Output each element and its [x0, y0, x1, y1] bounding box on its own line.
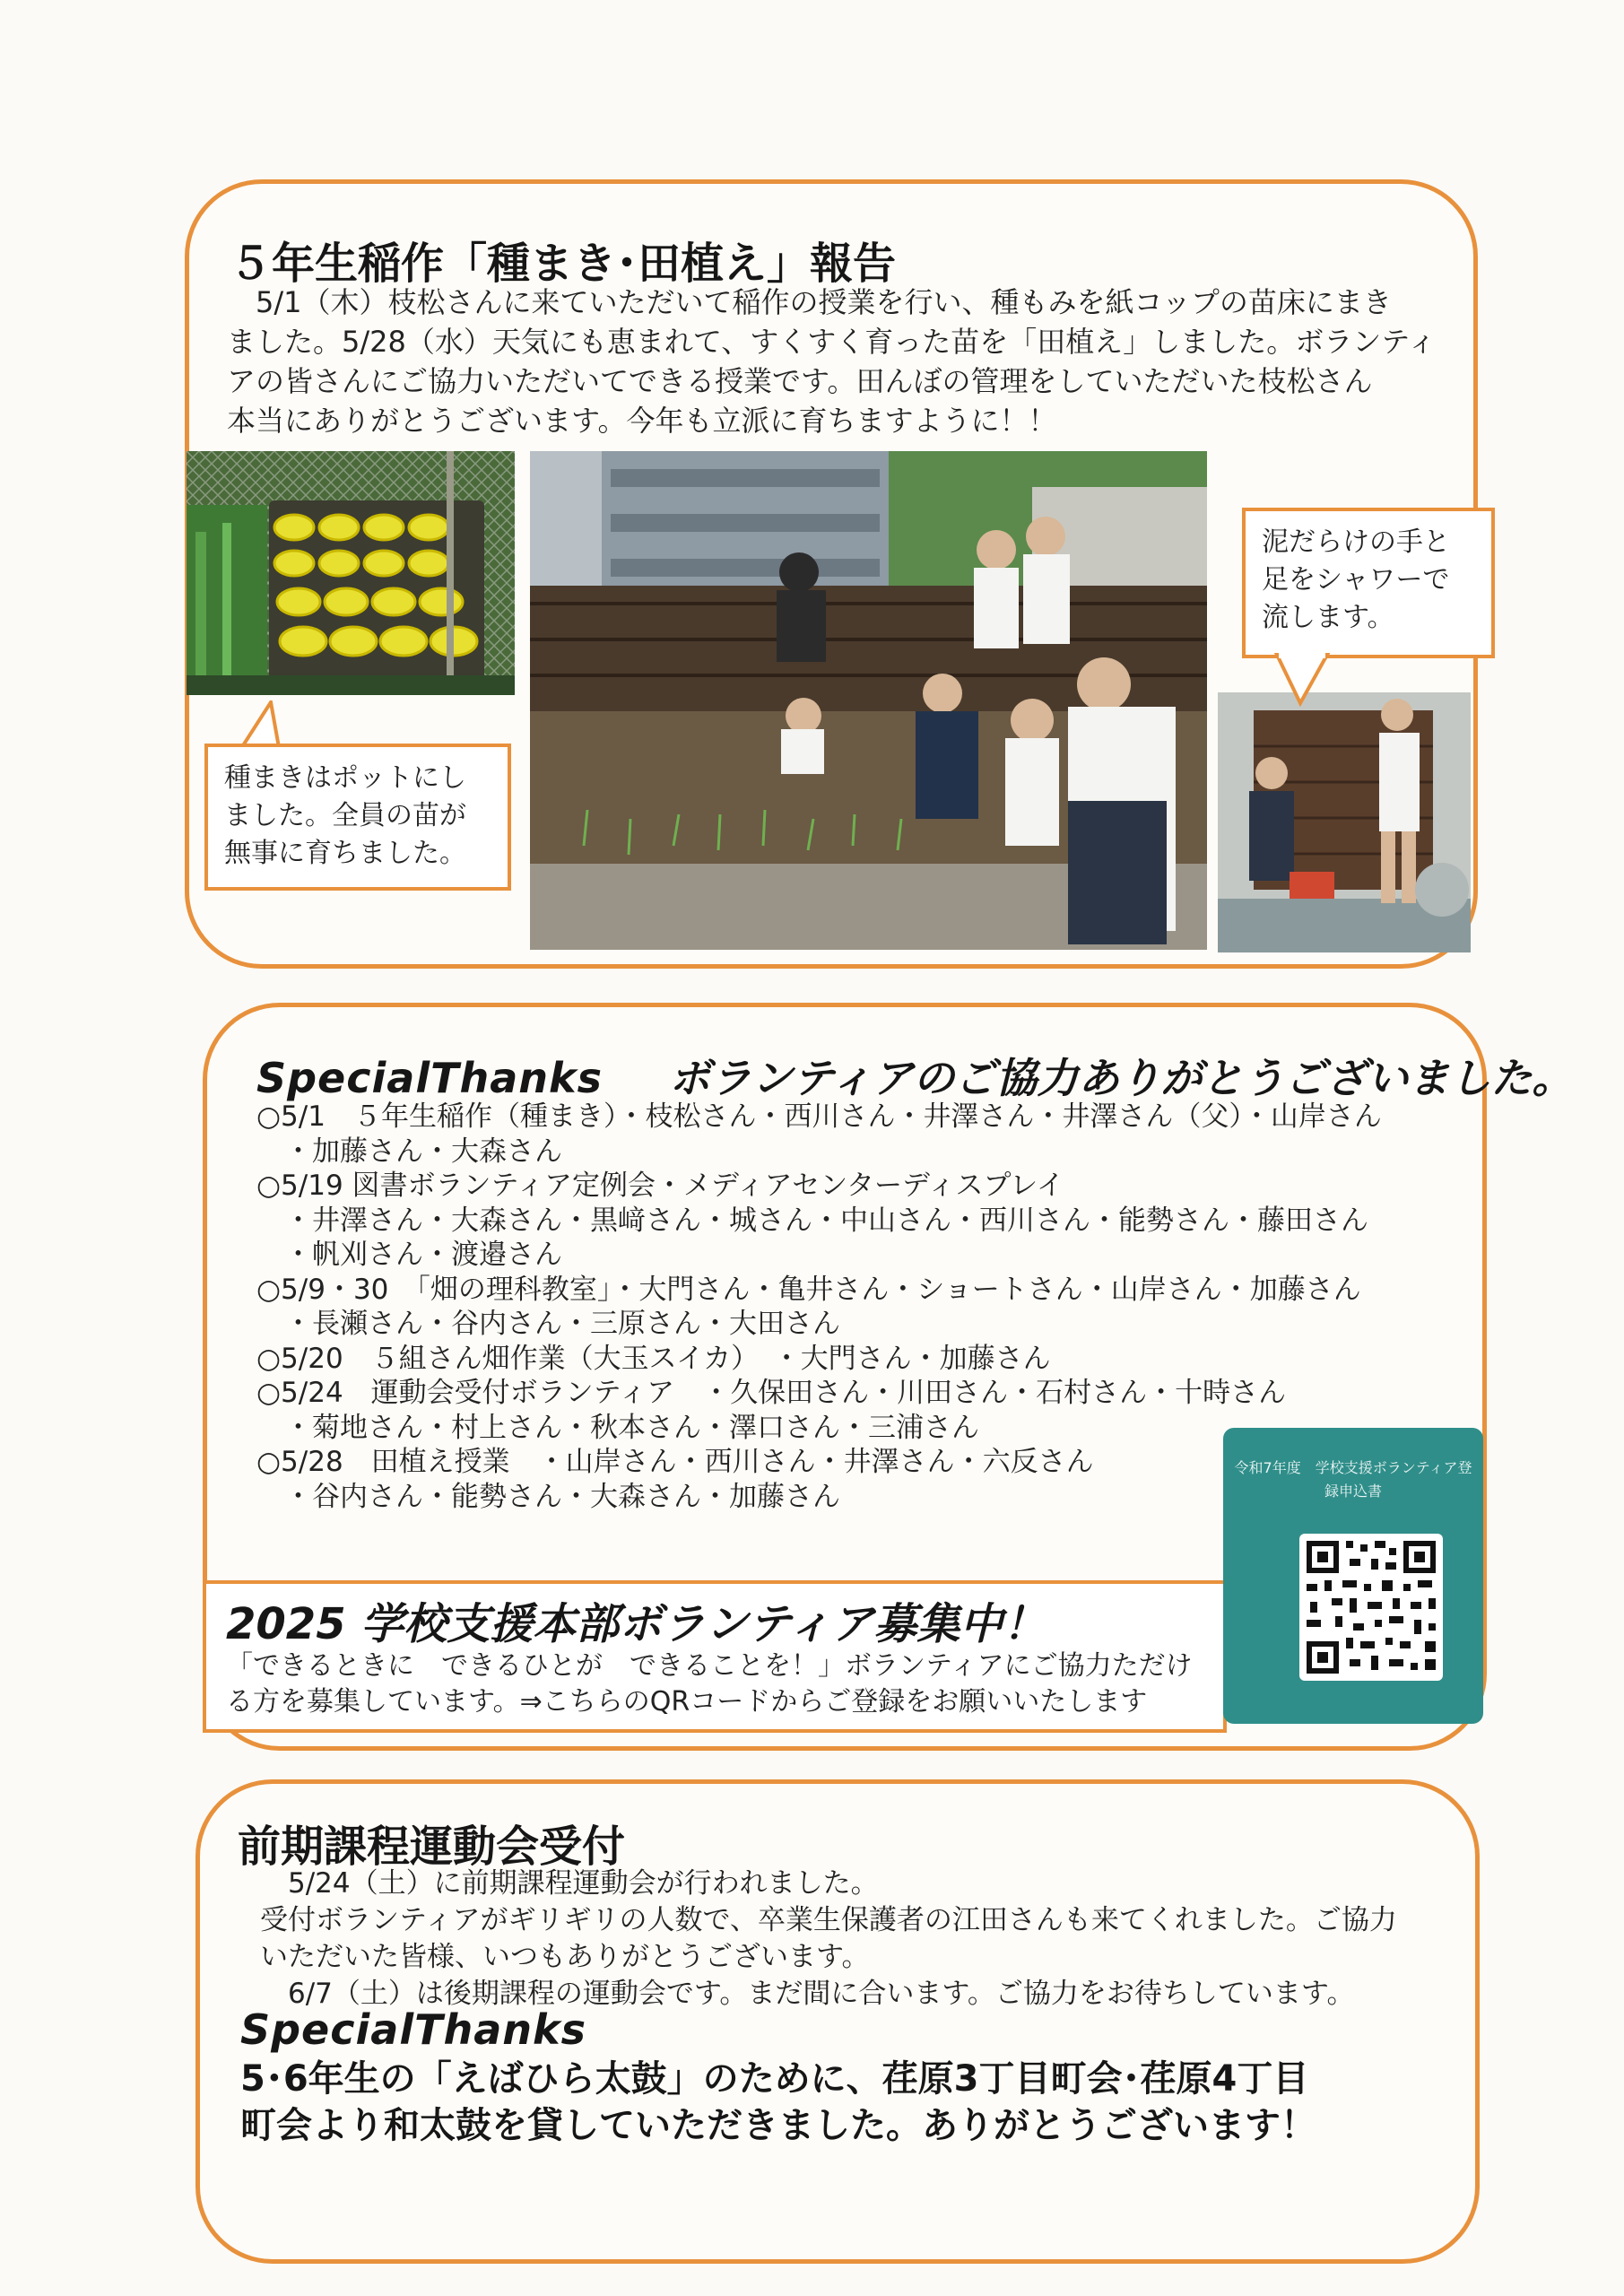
- thanks-schedule: [256, 1100, 1382, 1514]
- thanks-title: [256, 1046, 1573, 1105]
- callout-seed-line: ました。全員の苗が: [224, 800, 466, 831]
- qr-card-line2: 録申込書: [1324, 1483, 1382, 1500]
- shower-image: [1218, 692, 1471, 952]
- recruit-line: る方を募集しています。⇒こちらのQRコードからご登録をお願いいたします: [226, 1686, 1148, 1718]
- callout-shower-line: 流します。: [1262, 602, 1394, 633]
- sports-line: 5/24（土）に前期課程運動会が行われました。: [260, 1867, 879, 1900]
- sports-line: 6/7（土）は後期課程の運動会です。まだ間に合います。ご協力をお待ちしています。: [260, 1978, 1355, 2010]
- rice-planting-photo: [530, 451, 1207, 950]
- rice-report-line: ました。5/28（水）天気にも恵まれて、すくすく育った苗を「田植え」しました。ボランティ: [227, 325, 1437, 359]
- qr-registration-card[interactable]: [1223, 1428, 1483, 1724]
- schedule-line: ○5/20 ５組さん畑作業（大玉スイカ） ・大門さん・加藤さん: [256, 1342, 1051, 1375]
- schedule-line: ・谷内さん・能勢さん・大森さん・加藤さん: [256, 1480, 840, 1513]
- callout-shower-line: 足をシャワーで: [1262, 564, 1450, 596]
- schedule-line: ○5/19 図書ボランティア定例会・メディアセンターディスプレイ: [256, 1170, 1064, 1202]
- sports-thanks-line: 町会より和太鼓を貸していただきました。ありがとうございます！: [240, 2105, 1316, 2146]
- rice-report-line: アの皆さんにご協力いただいてできる授業です。田んぼの管理をしていただいた枝松さん: [227, 364, 1373, 398]
- qr-card-line1: 令和7年度 学校支援ボランティア登: [1234, 1459, 1472, 1476]
- sports-line: いただいた皆様、いつもありがとうございます。: [260, 1941, 870, 1973]
- sports-thanks-title: SpecialThanks: [240, 2005, 586, 2054]
- schedule-line: ○5/9・30 「畑の理科教室」・大門さん・亀井さん・ショートさん・山岸さん・加藤さん: [256, 1273, 1361, 1306]
- thanks-title-latin: SpecialThanks: [256, 1054, 603, 1102]
- schedule-line: ○5/24 運動会受付ボランティア ・久保田さん・川田さん・石村さん・十時さん: [256, 1377, 1287, 1409]
- callout-shower-line: 泥だらけの手と: [1262, 526, 1450, 558]
- rice-report-line: 5/1（木）枝松さんに来ていただいて稲作の授業を行い、種もみを紙コップの苗床にまき: [227, 285, 1392, 319]
- qr-code-icon: [1299, 1534, 1443, 1681]
- seedling-cups-photo: [187, 451, 515, 695]
- thanks-title-jp: ボランティアのご協力ありがとうございました。: [669, 1054, 1574, 1102]
- schedule-line: ・井澤さん・大森さん・黒﨑さん・城さん・中山さん・西川さん・能勢さん・藤田さん: [256, 1204, 1368, 1237]
- callout-seed: [204, 744, 511, 891]
- shower-photo: [1218, 692, 1471, 952]
- callout-seed-line: 無事に育ちました。: [224, 838, 466, 869]
- callout-shower-tail: [1273, 653, 1345, 707]
- sports-body: [260, 1866, 1397, 2013]
- callout-shower: [1242, 508, 1495, 658]
- schedule-line: ○5/28 田植え授業 ・山岸さん・西川さん・井澤さん・六反さん: [256, 1446, 1094, 1478]
- seedling-cups-image: [187, 451, 515, 695]
- qr-code[interactable]: [1299, 1534, 1443, 1681]
- rice-planting-image: [530, 451, 1207, 950]
- rice-report-body: [227, 283, 1437, 440]
- recruit-line: 「できるときに できるひとが できることを！」ボランティアにご協力ただけ: [226, 1650, 1193, 1682]
- recruit-title: 2025 学校支援本部ボランティア募集中！: [226, 1599, 1046, 1649]
- rice-report-line: 本当にありがとうございます。今年も立派に育ちますように！！: [227, 404, 1057, 438]
- schedule-line: ・長瀬さん・谷内さん・三原さん・大田さん: [256, 1308, 840, 1340]
- recruit-body: [226, 1648, 1193, 1720]
- sports-title: 前期課程運動会受付: [238, 1822, 626, 1872]
- sports-thanks-line: 5･6年生の「えばひら太鼓」のために、荏原3丁目町会･荏原4丁目: [240, 2058, 1309, 2100]
- schedule-line: ・帆刈さん・渡邉さん: [256, 1239, 562, 1271]
- callout-seed-line: 種まきはポットにし: [224, 762, 466, 794]
- rice-report-title: ５年生稲作「種まき･田植え」報告: [229, 239, 897, 289]
- schedule-line: ・菊地さん・村上さん・秋本さん・澤口さん・三浦さん: [256, 1411, 979, 1444]
- sports-line: 受付ボランティアがギリギリの人数で、卒業生保護者の江田さんも来てくれました。ご協力: [260, 1904, 1397, 1936]
- schedule-line: ・加藤さん・大森さん: [256, 1135, 562, 1168]
- schedule-line: ○5/1 ５年生稲作（種まき）・枝松さん・西川さん・井澤さん・井澤さん（父）・山岸さん: [256, 1100, 1382, 1133]
- sports-thanks-body: [240, 2056, 1316, 2149]
